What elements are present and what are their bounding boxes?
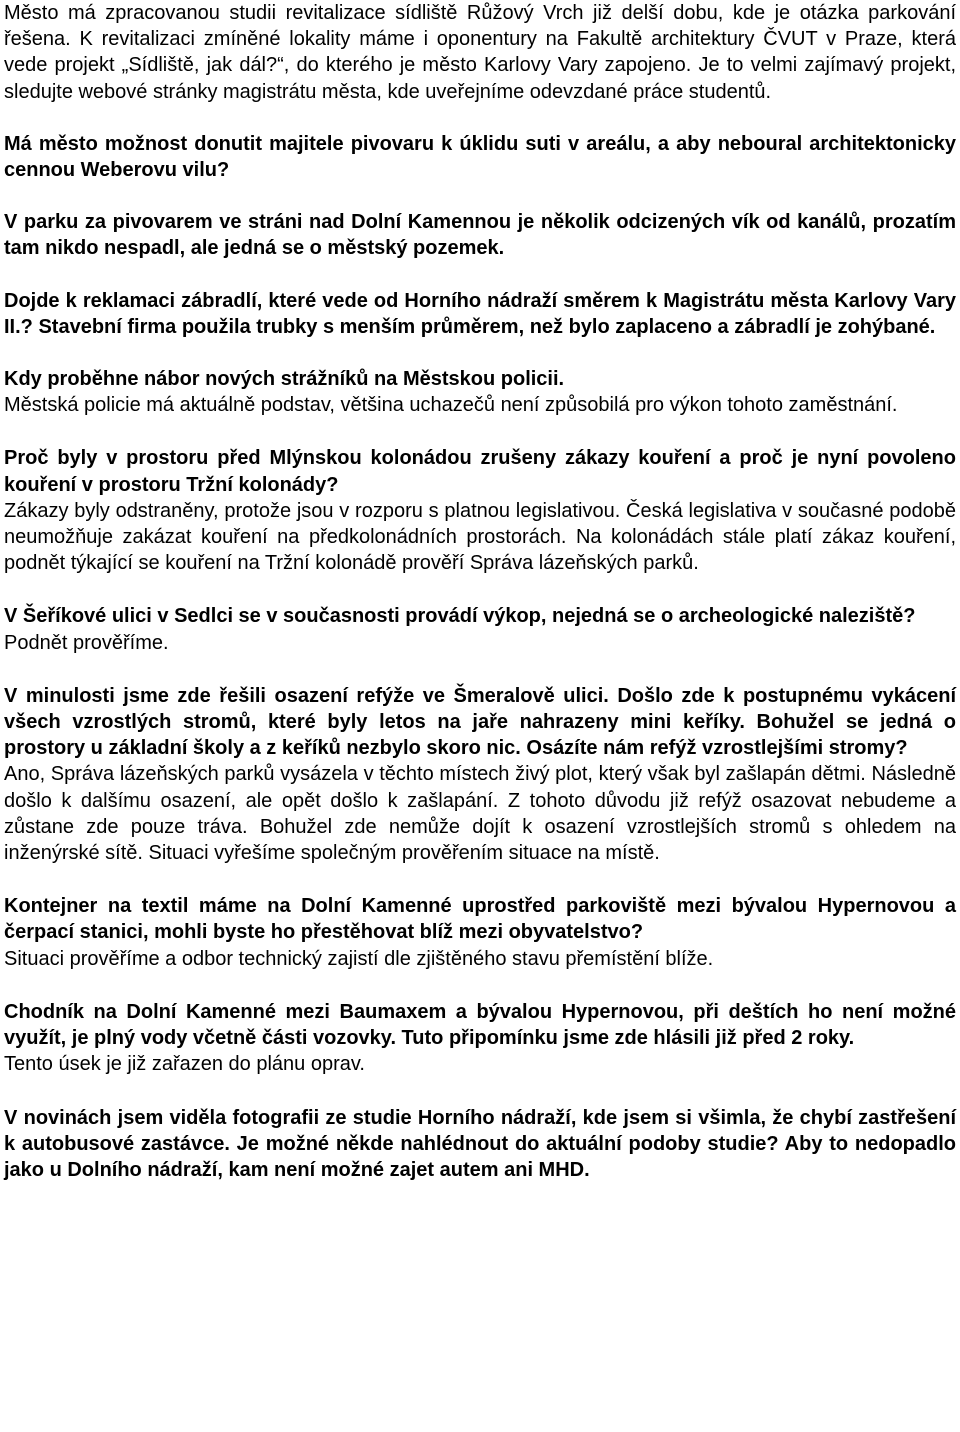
question-text: V Šeříkové ulici v Sedlci se v současnosti provádí výkop, nejedná se o archeologické naleziště?: [4, 605, 916, 628]
qa-item-10: [4, 1105, 956, 1184]
intro-paragraph: Město má zpracovanou studii revitalizace sídliště Růžový Vrch již delší dobu, kde je otázka parkování řešena. K revitalizaci zmíněné lokality máme i oponentury na Fakultě architektury ČVUT v Praze, která vede projekt „Sídliště, jak dál?“, do kterého je město Karlovy Vary zapojeno. Je to velmi zajímavý projekt, sledujte webové stránky magistrátu města, kde uveřejníme odevzdané práce studentů.: [4, 2, 956, 103]
answer-text: Městská policie má aktuálně podstav, většina uchazečů není způsobilá pro výkon tohoto zaměstnání.: [4, 394, 898, 417]
qa-item-8: [4, 893, 956, 972]
qa-item-3: [4, 288, 956, 340]
question-text: Proč byly v prostoru před Mlýnskou kolonádou zrušeny zákazy kouření a proč je nyní povoleno kouření v prostoru Tržní kolonády?: [4, 447, 956, 496]
question-text: Kdy proběhne nábor nových strážníků na Městskou policii.: [4, 368, 565, 391]
qa-item-4: [4, 366, 956, 418]
answer-text: Ano, Správa lázeňských parků vysázela v těchto místech živý plot, který však byl zašlapán dětmi. Následně došlo k dalšímu osazení, ale opět došlo k zašlapání. Z tohoto důvodu již refýž osazovat nebudeme a zůstane zde pouze tráva. Bohužel zde nemůže dojít k osazení vzrostlejších stromů s ohledem na inženýrské sítě. Situaci vyřešíme společným prověřením situace na místě.: [4, 763, 956, 865]
question-text: Dojde k reklamaci zábradlí, které vede od Horního nádraží směrem k Magistrátu města Karlovy Vary II.? Stavební firma použila trubky s menším průměrem, než bylo zaplaceno a zábradlí je zohýbané.: [4, 289, 956, 338]
question-text: Chodník na Dolní Kamenné mezi Baumaxem a bývalou Hypernovou, při deštích ho není možné využít, je plný vody včetně části vozovky. Tuto připomínku jsme zde hlásili již před 2 roky.: [4, 1000, 956, 1050]
answer-text: Situaci prověříme a odbor technický zajistí dle zjištěného stavu přemístění blíže.: [4, 947, 714, 970]
qa-item-6: [4, 603, 956, 655]
answer-text: Tento úsek je již zařazen do plánu oprav.: [4, 1053, 365, 1076]
question-text: Kontejner na textil máme na Dolní Kamenné uprostřed parkoviště mezi bývalou Hypernovou a čerpací stanici, mohli byste ho přestěhovat blíž mezi obyvatelstvo?: [4, 895, 956, 944]
qa-item-5: [4, 445, 956, 576]
question-text: V novinách jsem viděla fotografii ze studie Horního nádraží, kde jsem si všimla, že chybí zastřešení k autobusové zastávce. Je možné někde nahlédnout do aktuální podoby studie? Aby to nedopadlo jako u Dolního nádraží, kam není možné zajet autem ani MHD.: [4, 1106, 956, 1181]
question-text: V parku za pivovarem ve stráni nad Dolní Kamennou je několik odcizených vík od kanálů, prozatím tam nikdo nespadl, ale jedná se o městský pozemek.: [4, 211, 956, 260]
qa-item-1: [4, 131, 956, 183]
answer-text: Zákazy byly odstraněny, protože jsou v rozporu s platnou legislativou. Česká legislativa v současné podobě neumožňuje zakázat kouření na předkolonádních prostorách. Na kolonádách stále platí zákaz kouření, podnět týkající se kouření na Tržní kolonádě prověří Správa lázeňských parků.: [4, 499, 956, 575]
question-text: Má město možnost donutit majitele pivovaru k úklidu suti v areálu, a aby neboural architektonicky cennou Weberovu vilu?: [4, 132, 956, 182]
qa-item-2: [4, 209, 956, 261]
answer-text: Podnět prověříme.: [4, 631, 169, 654]
question-text: V minulosti jsme zde řešili osazení refýže ve Šmeralově ulici. Došlo zde k postupnému vykácení všech vzrostlých stromů, které byly letos na jaře nahrazeny mini keříky. Bohužel se jedná o prostory u základní školy a z keříků nezbylo skoro nic. Osázíte nám refýž vzrostlejšími stromy?: [4, 684, 956, 760]
qa-item-9: [4, 999, 956, 1078]
qa-item-7: [4, 683, 956, 866]
